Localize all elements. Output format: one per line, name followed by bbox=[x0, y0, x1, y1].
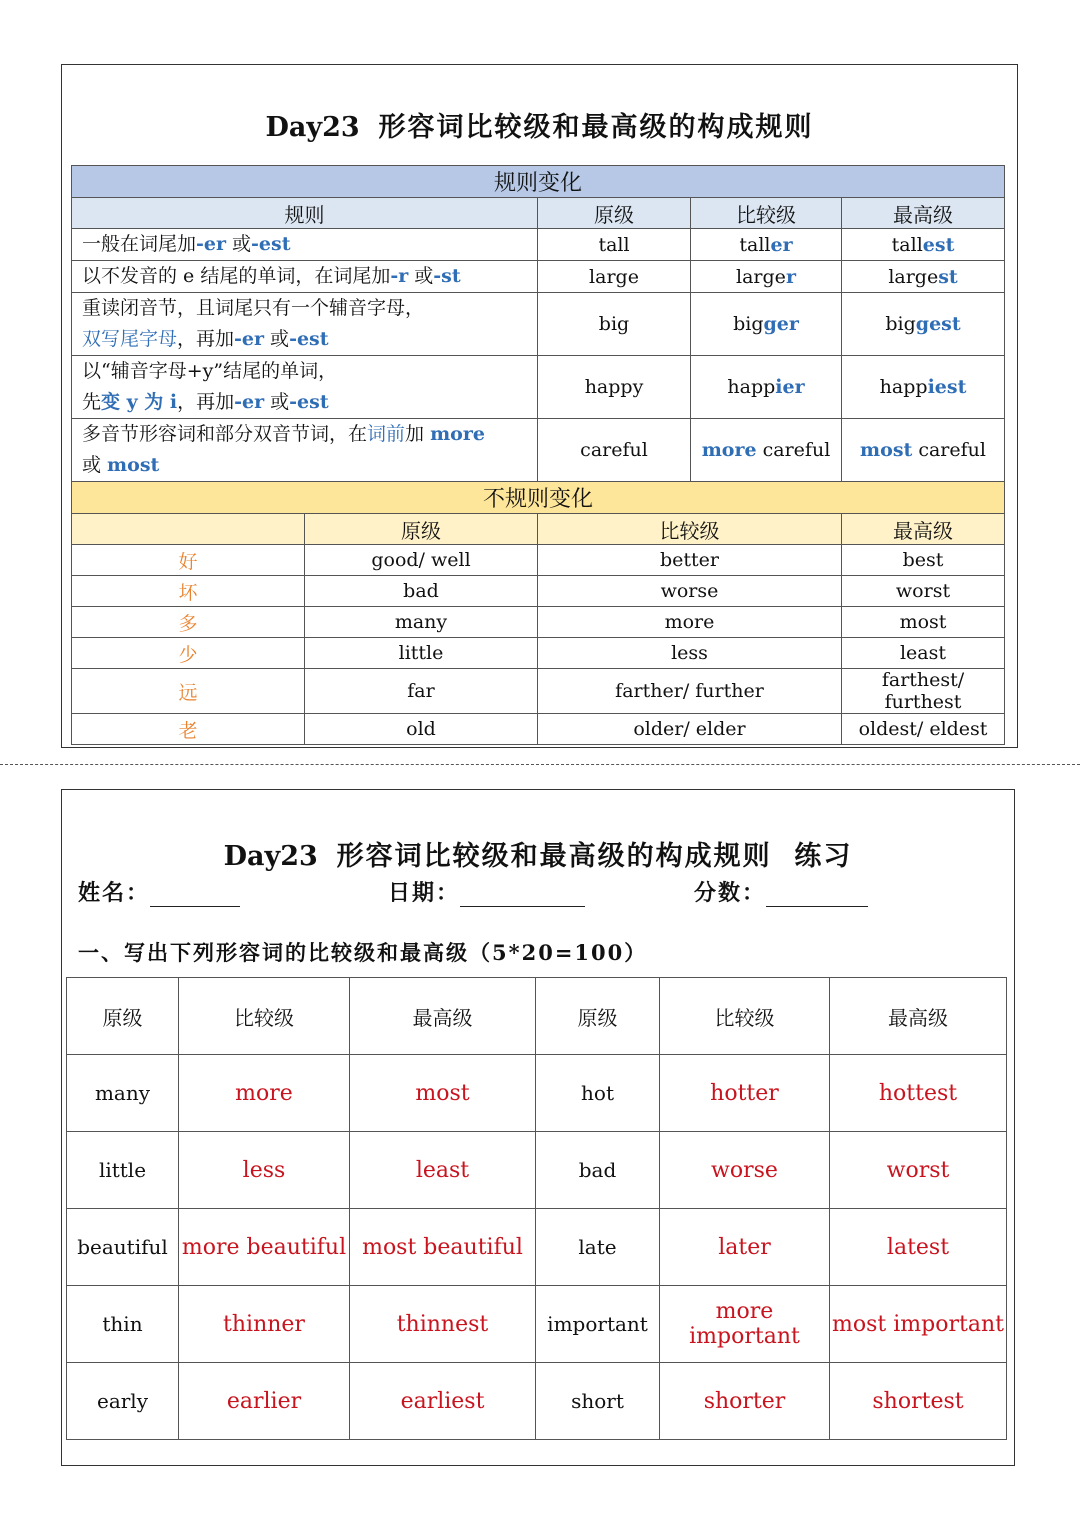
comp-cell: larger bbox=[691, 261, 842, 293]
practice-title: Day23 形容词比较级和最高级的构成规则 练习 bbox=[223, 841, 853, 872]
irregular-header: 不规则变化 bbox=[72, 482, 1005, 514]
rule-row bbox=[72, 261, 1005, 293]
cn-cell: 少 bbox=[72, 638, 305, 669]
base-cell: important bbox=[536, 1286, 660, 1363]
rules-card bbox=[61, 64, 1018, 748]
base-cell: big bbox=[538, 293, 691, 356]
answer-cell[interactable]: more bbox=[179, 1055, 350, 1132]
base-cell: bad bbox=[536, 1132, 660, 1209]
rule-text: 以不发音的 e 结尾的单词，在词尾加-r 或-st bbox=[72, 261, 538, 293]
comp-cell: bigger bbox=[691, 293, 842, 356]
base-cell: bad bbox=[305, 576, 538, 607]
rule-row bbox=[72, 229, 1005, 261]
rule-text: 以“辅音字母+y”结尾的单词， 先变 y 为 i，再加-er 或-est bbox=[72, 356, 538, 419]
super-cell: oldest/ eldest bbox=[842, 714, 1005, 745]
practice-header-row bbox=[67, 978, 1007, 1055]
practice-header-cell: 最高级 bbox=[350, 978, 536, 1055]
practice-card bbox=[61, 789, 1015, 1466]
date-field[interactable]: 日期： bbox=[388, 876, 585, 907]
col-super: 最高级 bbox=[842, 198, 1005, 229]
practice-row bbox=[67, 1132, 1007, 1209]
answer-cell[interactable]: earliest bbox=[350, 1363, 536, 1440]
base-cell: beautiful bbox=[67, 1209, 179, 1286]
practice-header-cell: 原级 bbox=[67, 978, 179, 1055]
super-cell: largest bbox=[842, 261, 1005, 293]
answer-cell[interactable]: worse bbox=[660, 1132, 830, 1209]
super-cell: least bbox=[842, 638, 1005, 669]
practice-header-cell: 最高级 bbox=[830, 978, 1007, 1055]
comp-cell: older/ elder bbox=[538, 714, 842, 745]
super-cell: biggest bbox=[842, 293, 1005, 356]
answer-cell[interactable]: most bbox=[350, 1055, 536, 1132]
practice-row bbox=[67, 1363, 1007, 1440]
answer-cell[interactable]: shortest bbox=[830, 1363, 1007, 1440]
name-field[interactable]: 姓名： bbox=[78, 876, 240, 907]
super-cell: happiest bbox=[842, 356, 1005, 419]
base-cell: happy bbox=[538, 356, 691, 419]
irregular-row bbox=[72, 714, 1005, 745]
irregular-row bbox=[72, 607, 1005, 638]
answer-cell[interactable]: most beautiful bbox=[350, 1209, 536, 1286]
col-base: 原级 bbox=[305, 514, 538, 545]
regular-header: 规则变化 bbox=[72, 166, 1005, 198]
base-cell: many bbox=[67, 1055, 179, 1132]
col-rule: 规则 bbox=[72, 198, 538, 229]
base-cell: little bbox=[305, 638, 538, 669]
cn-cell: 远 bbox=[72, 669, 305, 714]
col-comp: 比较级 bbox=[538, 514, 842, 545]
base-cell: early bbox=[67, 1363, 179, 1440]
rules-table bbox=[71, 165, 1005, 745]
rule-row bbox=[72, 356, 1005, 419]
irregular-row bbox=[72, 638, 1005, 669]
comp-cell: more careful bbox=[691, 419, 842, 482]
practice-header-cell: 比较级 bbox=[660, 978, 830, 1055]
answer-cell[interactable]: least bbox=[350, 1132, 536, 1209]
cn-cell: 多 bbox=[72, 607, 305, 638]
super-cell: tallest bbox=[842, 229, 1005, 261]
divider bbox=[0, 764, 1080, 765]
cn-cell: 好 bbox=[72, 545, 305, 576]
base-cell: thin bbox=[67, 1286, 179, 1363]
answer-cell[interactable]: hotter bbox=[660, 1055, 830, 1132]
irregular-row bbox=[72, 669, 1005, 714]
answer-cell[interactable]: less bbox=[179, 1132, 350, 1209]
answer-cell[interactable]: shorter bbox=[660, 1363, 830, 1440]
col-blank bbox=[72, 514, 305, 545]
score-field[interactable]: 分数： bbox=[694, 876, 868, 907]
irregular-row bbox=[72, 545, 1005, 576]
base-cell: tall bbox=[538, 229, 691, 261]
irregular-row bbox=[72, 576, 1005, 607]
super-cell: best bbox=[842, 545, 1005, 576]
base-cell: large bbox=[538, 261, 691, 293]
answer-cell[interactable]: hottest bbox=[830, 1055, 1007, 1132]
base-cell: late bbox=[536, 1209, 660, 1286]
practice-row bbox=[67, 1209, 1007, 1286]
base-cell: hot bbox=[536, 1055, 660, 1132]
comp-cell: less bbox=[538, 638, 842, 669]
super-cell: farthest/ furthest bbox=[842, 669, 1005, 714]
comp-cell: better bbox=[538, 545, 842, 576]
base-cell: short bbox=[536, 1363, 660, 1440]
base-cell: old bbox=[305, 714, 538, 745]
rule-row bbox=[72, 419, 1005, 482]
practice-table bbox=[66, 977, 1007, 1440]
cn-cell: 坏 bbox=[72, 576, 305, 607]
super-cell: worst bbox=[842, 576, 1005, 607]
practice-header-cell: 比较级 bbox=[179, 978, 350, 1055]
comp-cell: worse bbox=[538, 576, 842, 607]
col-super: 最高级 bbox=[842, 514, 1005, 545]
base-cell: good/ well bbox=[305, 545, 538, 576]
answer-cell[interactable]: thinner bbox=[179, 1286, 350, 1363]
base-cell: little bbox=[67, 1132, 179, 1209]
practice-header-cell: 原级 bbox=[536, 978, 660, 1055]
rule-text: 一般在词尾加-er 或-est bbox=[72, 229, 538, 261]
answer-cell[interactable]: thinnest bbox=[350, 1286, 536, 1363]
base-cell: careful bbox=[538, 419, 691, 482]
practice-row bbox=[67, 1286, 1007, 1363]
comp-cell: more bbox=[538, 607, 842, 638]
answer-cell[interactable]: latest bbox=[830, 1209, 1007, 1286]
col-comp: 比较级 bbox=[691, 198, 842, 229]
rules-title: Day23 形容词比较级和最高级的构成规则 bbox=[265, 112, 814, 143]
super-cell: most careful bbox=[842, 419, 1005, 482]
answer-cell[interactable]: more important bbox=[660, 1286, 830, 1363]
base-cell: many bbox=[305, 607, 538, 638]
answer-cell[interactable]: later bbox=[660, 1209, 830, 1286]
cn-cell: 老 bbox=[72, 714, 305, 745]
rule-text: 多音节形容词和部分双音节词，在词前加 more 或 most bbox=[72, 419, 538, 482]
practice-row bbox=[67, 1055, 1007, 1132]
comp-cell: taller bbox=[691, 229, 842, 261]
comp-cell: happier bbox=[691, 356, 842, 419]
answer-cell[interactable]: more beautiful bbox=[179, 1209, 350, 1286]
comp-cell: farther/ further bbox=[538, 669, 842, 714]
rule-row bbox=[72, 293, 1005, 356]
base-cell: far bbox=[305, 669, 538, 714]
answer-cell[interactable]: earlier bbox=[179, 1363, 350, 1440]
section-heading: 一、写出下列形容词的比较级和最高级（5*20=100） bbox=[78, 940, 648, 965]
super-cell: most bbox=[842, 607, 1005, 638]
answer-cell[interactable]: most important bbox=[830, 1286, 1007, 1363]
col-base: 原级 bbox=[538, 198, 691, 229]
answer-cell[interactable]: worst bbox=[830, 1132, 1007, 1209]
rule-text: 重读闭音节，且词尾只有一个辅音字母， 双写尾字母，再加-er 或-est bbox=[72, 293, 538, 356]
